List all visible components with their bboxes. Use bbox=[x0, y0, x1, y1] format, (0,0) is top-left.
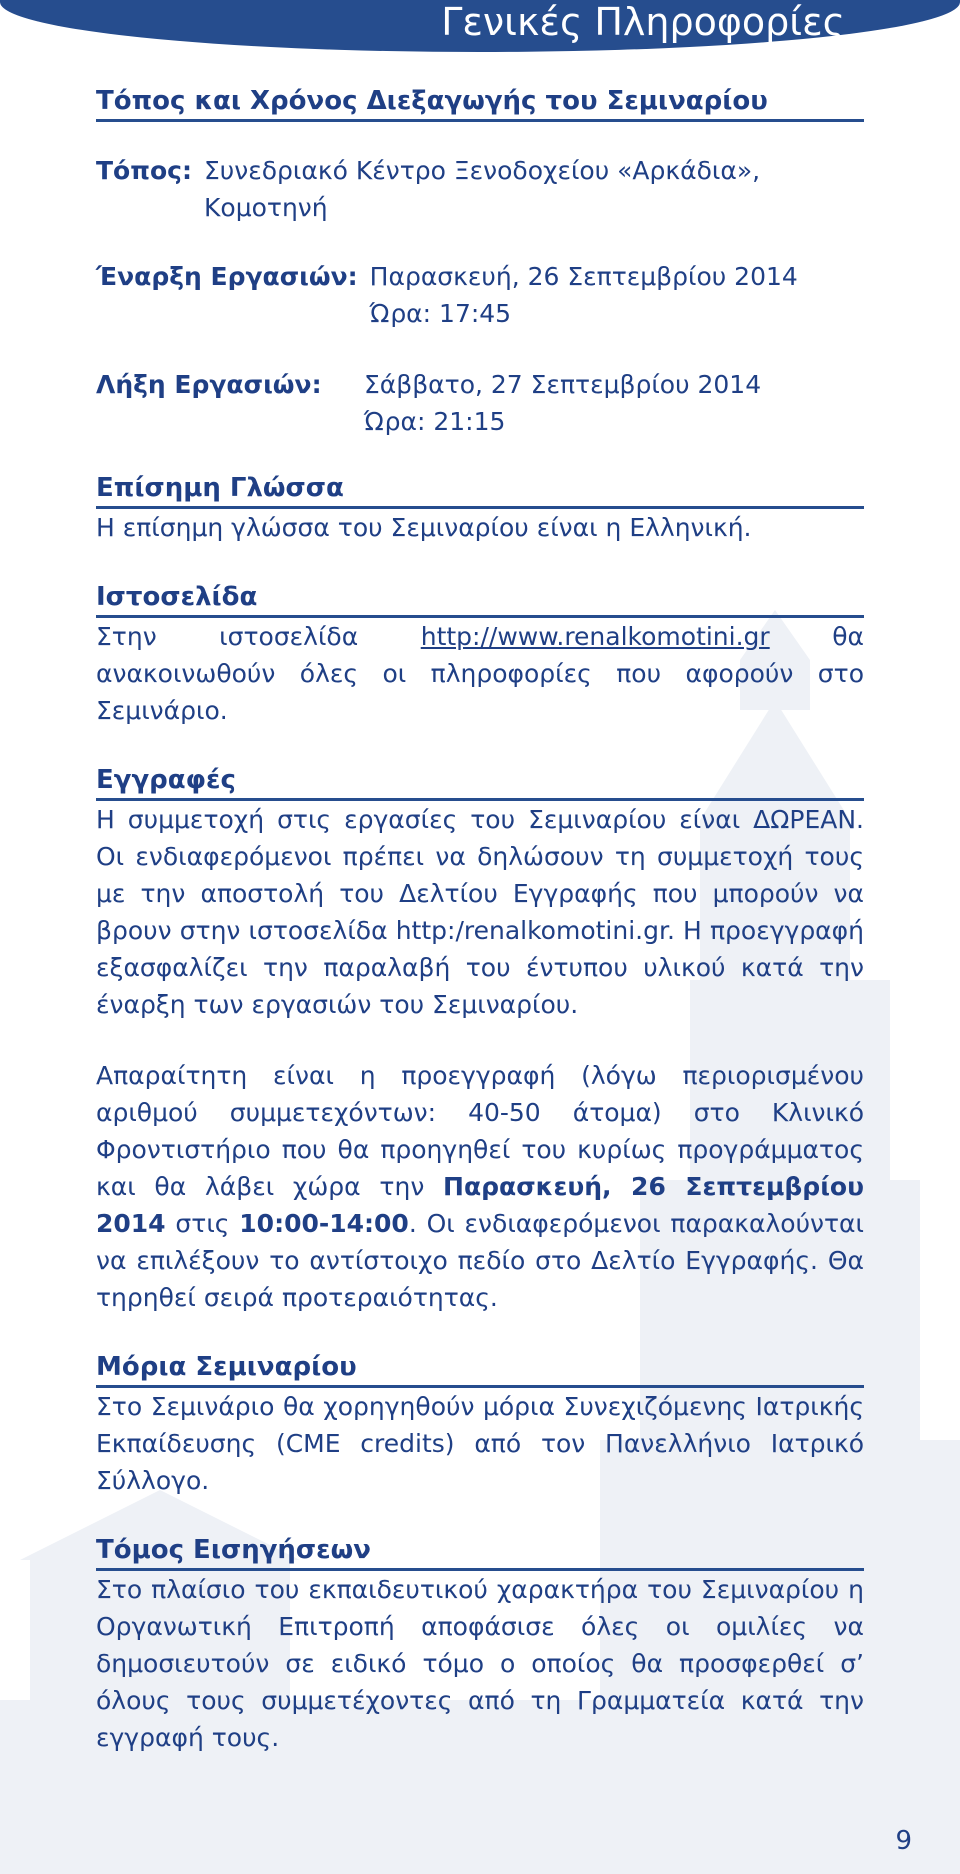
venue-heading: Τόπος και Χρόνος Διεξαγωγής του Σεμιναρίου bbox=[96, 84, 864, 122]
credits-heading: Μόρια Σεμιναρίου bbox=[96, 1350, 864, 1388]
place-label: Τόπος: bbox=[96, 156, 192, 185]
end-row bbox=[96, 366, 864, 440]
page-title: Γενικές Πληροφορίες bbox=[441, 0, 845, 44]
workshop-text: Απαραίτητη είναι η προεγγραφή (λόγω περιορισμένου αριθμού συμμετεχόντων: 40-50 άτομα) στο Κλινικό Φροντιστήριο που θα προηγηθεί του κυρίως προγράμματος και θα λάβει χώρα την Παρασκευή, 26 Σεπτεμβρίου 2014 στις 10:00-14:00. Οι ενδιαφερόμενοι παρακαλούνται να επιλέξουν το αντίστοιχο πεδίο στο Δελτίο Εγγραφής. Θα τηρηθεί σειρά προτεραιότητας. bbox=[96, 1061, 864, 1312]
registration-text: Η συμμετοχή στις εργασίες του Σεμιναρίου είναι ΔΩΡΕΑΝ. Οι ενδιαφερόμενοι πρέπει να δηλώσουν τη συμμετοχή τους με την αποστολή του Δελτίου Εγγραφής που μπορούν να βρουν στην ιστοσελίδα http:/renalkomotini.gr. Η προεγγραφή εξασφαλίζει την παραλαβή του έντυπου υλικού κατά την έναρξη των εργασιών του Σεμιναρίου. bbox=[96, 805, 864, 1019]
place-row bbox=[96, 152, 864, 226]
place-value: Συνεδριακό Κέντρο Ξενοδοχείου «Αρκάδια», Κομοτηνή bbox=[204, 156, 761, 222]
language-text: Η επίσημη γλώσσα του Σεμιναρίου είναι η Ελληνική. bbox=[96, 513, 752, 542]
workshop-time: 10:00-14:00 bbox=[239, 1209, 409, 1238]
start-value: Παρασκευή, 26 Σεπτεμβρίου 2014 Ώρα: 17:45 bbox=[369, 262, 798, 328]
proceedings-text: Στο πλαίσιο του εκπαιδευτικού χαρακτήρα του Σεμιναρίου η Οργανωτική Επιτροπή αποφάσισε όλες οι ομιλίες να δημοσιευτούν σε ειδικό τόμο ο οποίος θα προσφερθεί σ’ όλους τους συμμετέχοντες από τη Γραμματεία κατά την εγγραφή τους. bbox=[96, 1575, 864, 1752]
workshop-date: Παρασκευή, 26 Σεπτεμβρίου 2014 bbox=[96, 1172, 864, 1238]
language-heading: Επίσημη Γλώσσα bbox=[96, 471, 864, 509]
start-row bbox=[96, 258, 864, 332]
page-number: 9 bbox=[895, 1826, 912, 1856]
website-text: Στην ιστοσελίδα http://www.renalkomotini.gr θα ανακοινωθούν όλες οι πληροφορίες που αφορούν στο Σεμινάριο. bbox=[96, 622, 864, 725]
end-value: Σάββατο, 27 Σεπτεμβρίου 2014 Ώρα: 21:15 bbox=[364, 370, 762, 436]
registration-heading: Εγγραφές bbox=[96, 763, 864, 801]
main-content bbox=[96, 80, 864, 1756]
website-heading: Ιστοσελίδα bbox=[96, 580, 864, 618]
proceedings-heading: Τόμος Εισηγήσεων bbox=[96, 1533, 864, 1571]
end-label: Λήξη Εργασιών: bbox=[96, 370, 322, 399]
start-label: Έναρξη Εργασιών: bbox=[96, 262, 358, 291]
website-link[interactable]: http://www.renalkomotini.gr bbox=[420, 622, 770, 651]
credits-text: Στο Σεμινάριο θα χορηγηθούν μόρια Συνεχιζόμενης Ιατρικής Εκπαίδευσης (CME credits) από τον Πανελλήνιο Ιατρικό Σύλλογο. bbox=[96, 1392, 864, 1495]
